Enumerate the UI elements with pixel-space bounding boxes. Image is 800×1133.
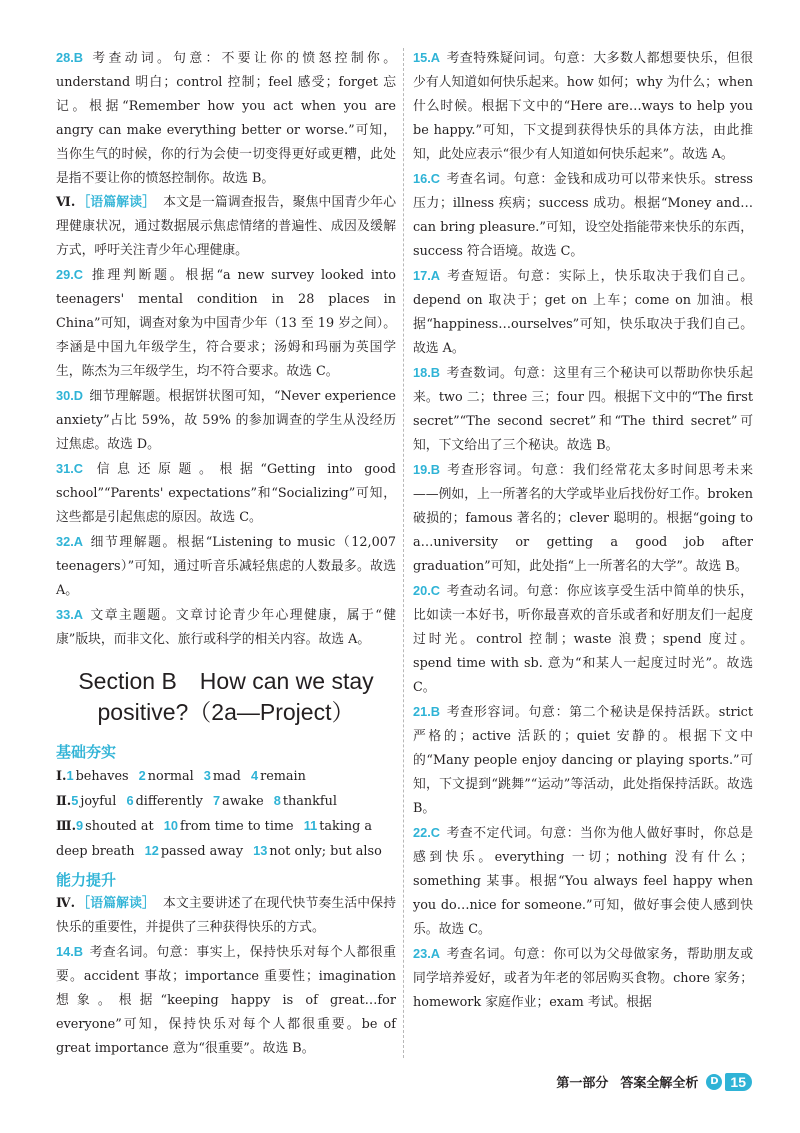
- passage-text: 本文是一篇调查报告，聚焦中国青少年心理健康状况，通过数据展示焦虑情绪的普遍性、成因及缓解方式，呼吁关注青少年心理健康。: [56, 195, 397, 258]
- item-answer: behaves: [75, 769, 129, 784]
- roman-numeral: Ⅱ.: [56, 794, 72, 809]
- answer-30: [56, 384, 396, 457]
- answer-19: [413, 458, 753, 579]
- item-number: 13: [253, 843, 268, 858]
- answer-text: 考查动词。句意：不要让你的愤怒控制你。understand 明白；control 控制；feel 感受；forget 忘记。根据“Remember how you act when you are angry can make everything better or worse.”可知，当你生气的时候，你的行为会使一切变得更好或更糟，此处是指不要让你的愤怒控制你。故选 B。: [56, 51, 396, 186]
- item-number: 4: [250, 768, 259, 783]
- vocab-line-2: [56, 789, 396, 814]
- answer-text: 细节理解题。根据饼状图可知，“Never experience anxiety”占比 59%，故 59% 的参加调查的学生从没经历过焦虑。故选 D。: [56, 389, 396, 452]
- answer-text: 细节理解题。根据“Listening to music（12,007 teenagers）”可知，通过听音乐减轻焦虑的人数最多。故选 A。: [56, 535, 396, 598]
- answer-number: 31.C: [56, 461, 84, 476]
- answer-number: 14.B: [56, 944, 84, 959]
- item-answer: passed away: [160, 844, 244, 859]
- roman-numeral: Ⅲ.: [56, 819, 77, 834]
- item-number: 3: [203, 768, 211, 783]
- item-answer: differently: [135, 794, 203, 809]
- passage-text: 本文主要讲述了在现代快节奏生活中保持快乐的重要性，并提供了三种获得快乐的方式。: [56, 896, 397, 935]
- roman-numeral: Ⅳ.: [56, 896, 76, 911]
- answer-number: 21.B: [413, 704, 441, 719]
- heading-improve: 能力提升: [56, 871, 117, 889]
- answer-number: 22.C: [413, 825, 441, 840]
- answer-text: 考查名词。句意：你可以为父母做家务，帮助朋友或同学培养爱好，或者为年老的邻居购买食物。chore 家务；homework 家庭作业；exam 考试。根据: [413, 947, 753, 1010]
- item-answer: not only; but also: [269, 844, 382, 859]
- answer-number: 16.C: [413, 171, 441, 186]
- passage-tag: ［语篇解读］: [77, 896, 156, 911]
- answer-text: 考查形容词。句意：第二个秘诀是保持活跃。strict 严格的；active 活跃的；quiet 安静的。根据下文中的“Many people enjoy dancing or playing sports.”可知，下文提到“跳舞”“运动”等活动，此处指保持活跃。故选 B。: [413, 705, 753, 816]
- answer-18: [413, 361, 753, 458]
- heading-basic: 基础夯实: [56, 743, 117, 761]
- item-number: 10: [163, 818, 178, 833]
- roman-numeral: Ⅵ.: [56, 195, 76, 210]
- answer-20: [413, 579, 753, 700]
- answer-number: 28.B: [56, 50, 84, 65]
- item-answer: joyful: [80, 794, 117, 809]
- section-title-line-2: positive?（2a—Project）: [97, 699, 355, 725]
- section-title: [56, 666, 396, 728]
- column-divider: [403, 48, 404, 1058]
- item-answer: remain: [260, 769, 306, 784]
- answer-text: 推理判断题。根据“a new survey looked into teenagers' mental condition in 28 places in China”可知，调查对象为中国青少年（13 至 19 岁之间）。李涵是中国九年级学生，符合要求；汤姆和玛丽为英国学生，陈杰为三年级学生，均不符合要求。故选 C。: [56, 268, 396, 379]
- answer-31: [56, 457, 396, 530]
- item-number: 9: [76, 818, 84, 833]
- roman-numeral: Ⅰ.: [56, 769, 67, 784]
- answer-32: [56, 530, 396, 603]
- item-answer: taking a deep breath: [56, 819, 372, 859]
- item-answer: awake: [222, 794, 264, 809]
- page-number: 15: [725, 1073, 752, 1091]
- item-number: 8: [273, 793, 281, 808]
- item-number: 1: [66, 768, 74, 783]
- answer-text: 考查名词。句意：金钱和成功可以带来快乐。stress 压力；illness 疾病；success 成功。根据“Money and…can bring pleasure.”可知，设空处指能带来快乐的东西，success 符合语境。故选 C。: [413, 172, 753, 259]
- answer-33: [56, 603, 396, 652]
- answer-text: 考查特殊疑问词。句意：大多数人都想要快乐，但很少有人知道如何快乐起来。how 如何；why 为什么；when 什么时候。根据下文中的“Here are…ways to help you be happy.”可知，下文提到获得快乐的具体方法，由此推知，此处应表示“很少有人知道如何快乐起来”。故选 A。: [413, 51, 753, 162]
- answer-text: 考查动名词。句意：你应该享受生活中简单的快乐，比如读一本好书，听你最喜欢的音乐或者和好朋友们一起度过时光。control 控制；waste 浪费；spend 度过。spend time with sb. 意为“和某人一起度过时光”。故选 C。: [413, 584, 753, 695]
- answer-number: 32.A: [56, 534, 84, 549]
- item-number: 6: [126, 793, 134, 808]
- answer-text: 考查数词。句意：这里有三个秘诀可以帮助你快乐起来。two 二；three 三；four 四。根据下文中的“The first secret”“The second secret”和“The third secret”可知，下文给出了三个秘诀。故选 B。: [413, 366, 753, 453]
- answer-text: 信息还原题。根据“Getting into good school”“Parents' expectations”和“Socializing”可知，这些都是引起焦虑的原因。故选 C。: [56, 462, 396, 525]
- item-answer: from time to time: [180, 819, 294, 834]
- answer-17: [413, 264, 753, 361]
- answer-number: 19.B: [413, 462, 441, 477]
- item-answer: mad: [212, 769, 241, 784]
- answer-text: 考查名词。句意：事实上，保持快乐对每个人都很重要。accident 事故；importance 重要性；imagination 想象。根据“keeping happy is of great…for everyone”可知，保持快乐对每个人都很重要。be of great importance 意为“很重要”。故选 B。: [56, 945, 396, 1056]
- answer-number: 18.B: [413, 365, 441, 380]
- item-answer: normal: [147, 769, 194, 784]
- answer-text: 考查不定代词。句意：当你为他人做好事时，你总是感到快乐。everything 一切；nothing 没有什么；something 某事。根据“You always feel happy when you do…nice for someone.”可知，做好事会使人感到快乐。故选 C。: [413, 826, 753, 937]
- right-column: [413, 46, 753, 1015]
- item-answer: thankful: [282, 794, 337, 809]
- item-number: 5: [71, 793, 79, 808]
- item-number: 7: [213, 793, 221, 808]
- answer-22: [413, 821, 753, 942]
- answer-text: 考查形容词。句意：我们经常花太多时间思考未来——例如，上一所著名的大学或毕业后找份好工作。broken 破损的；famous 著名的；clever 聪明的。根据“going to a…university or getting a good job after graduation”可知，此处指“上一所著名的大学”。故选 B。: [413, 463, 753, 574]
- answer-number: 20.C: [413, 583, 441, 598]
- answer-28: [56, 46, 396, 191]
- answer-16: [413, 167, 753, 264]
- vocab-line-1: [56, 764, 396, 789]
- left-column: [56, 46, 396, 1061]
- answer-number: 33.A: [56, 607, 84, 622]
- answer-number: 30.D: [56, 388, 84, 403]
- answer-number: 23.A: [413, 946, 441, 961]
- answer-number: 17.A: [413, 268, 441, 283]
- vocab-line-3: [56, 814, 396, 864]
- page-footer: [556, 1072, 752, 1091]
- answer-29: [56, 263, 396, 384]
- item-number: 11: [303, 818, 318, 833]
- answer-number: 15.A: [413, 50, 441, 65]
- footer-d-badge: D: [706, 1074, 722, 1090]
- answer-23: [413, 942, 753, 1015]
- passage-interpretation-6: [56, 191, 396, 263]
- answer-text: 文章主题题。文章讨论青少年心理健康，属于“健康”版块，而非文化、旅行或科学的相关内容。故选 A。: [56, 608, 396, 647]
- item-answer: shouted at: [85, 819, 154, 834]
- answer-21: [413, 700, 753, 821]
- answer-text: 考查短语。句意：实际上，快乐取决于我们自己。depend on 取决于；get on 上车；come on 加油。根据“happiness…ourselves”可知，快乐取决于我们自己。故选 A。: [413, 269, 753, 356]
- answer-14: [56, 940, 396, 1061]
- passage-interpretation-4: [56, 892, 396, 940]
- passage-tag: ［语篇解读］: [77, 195, 156, 210]
- answer-15: [413, 46, 753, 167]
- answer-number: 29.C: [56, 267, 84, 282]
- item-number: 2: [138, 768, 146, 783]
- section-title-line-1: Section B How can we stay: [78, 668, 374, 694]
- footer-part-label: 第一部分: [556, 1076, 609, 1091]
- item-number: 12: [144, 843, 159, 858]
- footer-answers-label: 答案全解全析: [620, 1076, 699, 1091]
